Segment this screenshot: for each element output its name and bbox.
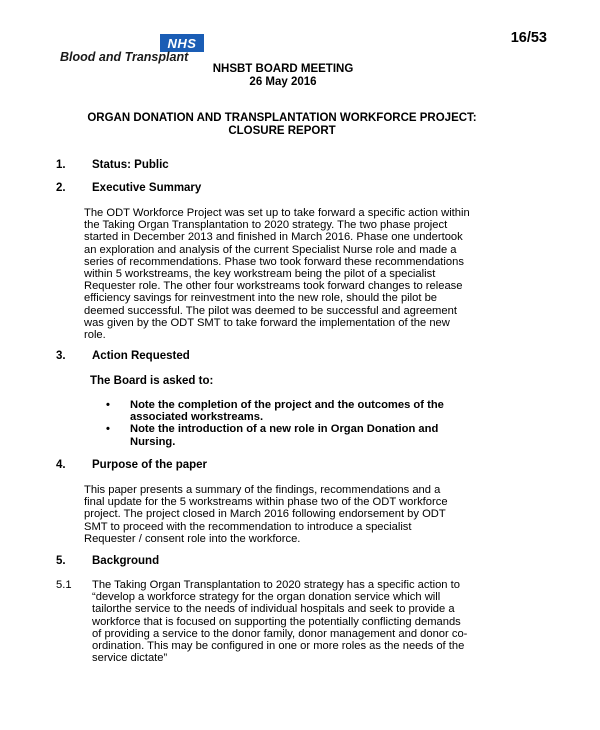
text-line: the Taking Organ Transplantation to 2020 strategy. The two phase project [84,219,448,232]
meeting-date: 26 May 2016 [249,76,317,88]
text-line: efficiency savings for reinvestment into the new role, should the pilot be [84,292,438,305]
section-5-number: 5. [56,555,66,567]
text-line: an exploration and analysis of the current Specialist Nurse role and made a [84,243,457,256]
text-line: of providing a service to the donor family, donor management and donor co- [92,627,468,640]
section-4-number: 4. [56,459,66,471]
text-line: within 5 workstreams, the key workstream being the pilot of a specialist [84,268,436,281]
section-1-title: Status: Public [92,159,169,171]
section-3-number: 3. [56,350,66,362]
subsection-number: 5.1 [56,579,72,591]
text-line: The Taking Organ Transplantation to 2020 strategy has a specific action to [92,579,460,591]
list-item [106,423,506,447]
text-line: started in December 2013 and finished in March 2016. Phase one undertook [84,231,463,244]
text-line: workforce that is focused on supporting the potentially conflicting demands [92,615,461,628]
nhs-logo-label: NHS [167,35,197,51]
section-4-title: Purpose of the paper [92,459,208,471]
text-line: role. [84,329,106,342]
text-line: Requester role. The other four workstreams took forward changes to release [84,280,463,293]
section-5-title: Background [92,555,160,567]
text-line: project. The project closed in March 2016 following endorsement by ODT [84,508,446,521]
text-line: series of recommendations. Phase two took forward these recommendations [84,255,464,268]
action-bullets [106,399,506,448]
section-2-number: 2. [56,182,66,194]
board-asked-intro: The Board is asked to: [90,375,214,387]
org-name: Blood and Transplant [60,50,189,64]
report-title-line2: CLOSURE REPORT [228,125,336,137]
text-line: SMT to proceed with the recommendation to introduce a specialist [84,520,412,533]
text-line: tailorthe service to the needs of individual hospitals and seek to provide a [92,603,455,616]
section-3-title: Action Requested [92,350,190,362]
report-title-line1: ORGAN DONATION AND TRANSPLANTATION WORKFORCE PROJECT: [87,112,477,124]
bullet-line: Nursing. [130,435,176,448]
text-line: final update for the 5 workstreams within phase two of the ODT workforce [84,496,448,509]
section-1-number: 1. [56,159,66,171]
purpose-text [84,484,524,545]
text-line: Requester / consent role into the workforce. [84,532,301,545]
bullet-line: associated workstreams. [130,411,264,424]
executive-summary-text [84,207,524,341]
bullet-icon: • [106,399,110,411]
bullet-line: Note the completion of the project and the outcomes of the [130,399,444,411]
text-line: This paper presents a summary of the findings, recommendations and a [84,484,441,496]
bullet-icon: • [106,423,110,436]
page-number: 16/53 [510,30,547,46]
text-line: ordination. This may be configured in one or more roles as the needs of the [92,640,465,653]
section-2-title: Executive Summary [92,182,202,194]
meeting-title: NHSBT BOARD MEETING [212,63,354,75]
list-item [106,399,506,423]
text-line: service dictate” [92,652,168,665]
text-line: deemed successful. The pilot was deemed to be successful and agreement [84,304,457,317]
bullet-line: Note the introduction of a new role in Organ Donation and [130,423,439,436]
text-line: “develop a workforce strategy for the organ donation service which will [92,591,441,604]
text-line: The ODT Workforce Project was set up to take forward a specific action within [84,207,470,219]
background-text [92,579,532,664]
text-line: was given by the ODT SMT to take forward the implementation of the new [84,316,450,329]
